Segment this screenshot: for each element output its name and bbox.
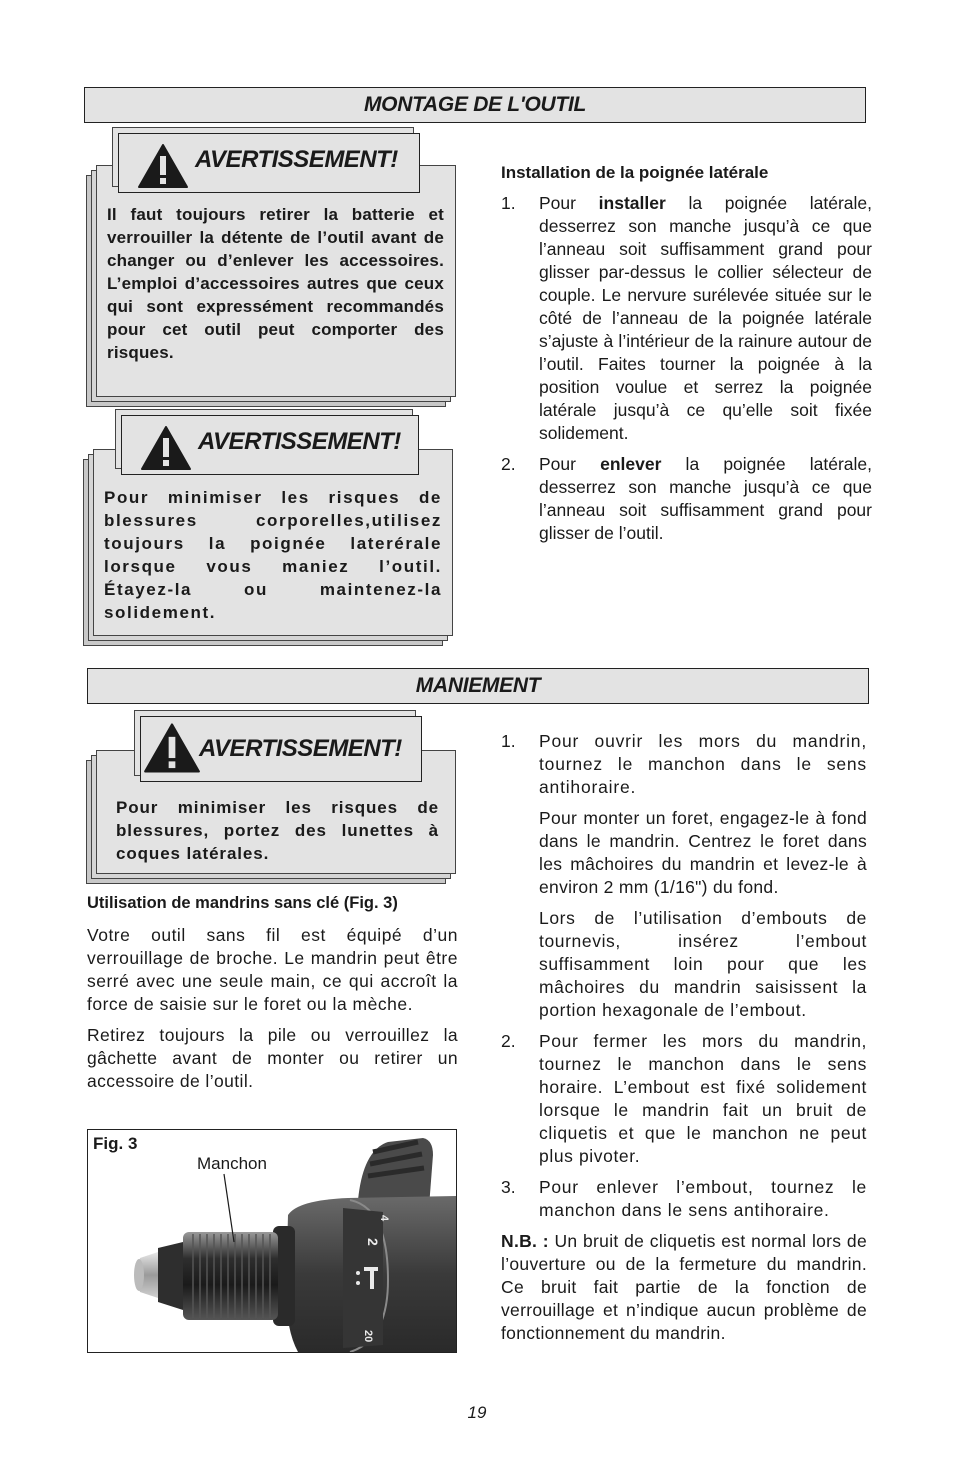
chuck-steps-list — [501, 730, 867, 1222]
list-item: 3. Pour enlever l’embout, tournez le manchon dans le sens antihoraire. — [501, 1177, 867, 1220]
warning-text: Pour minimiser les risques de blessures corporelles,utilisez toujours la poignée laterérale lorsque vous maniez l’outil. Étayez-la ou maintenez-la solidement. — [104, 488, 442, 622]
warning-header — [121, 415, 419, 475]
warning-box-side-handle — [83, 415, 455, 645]
install-steps-list — [501, 192, 872, 545]
warning-text: Il faut toujours retirer la batterie et verrouiller la détente de l’outil avant de changer ou d’enlever les accessoires. L’emploi d’accessoires autres que ceux qui sont expressément recommandés pour cet outil peut comporter des risques. — [107, 205, 444, 362]
warning-title: AVERTISSEMENT! — [195, 146, 398, 173]
chuck-steps-column — [501, 730, 867, 1353]
install-heading: Installation de la poignée latérale — [501, 163, 769, 182]
warning-triangle-icon — [143, 722, 201, 774]
list-item: 1. Pour installer la poignée latérale, desserrez son manche jusqu’à ce que l’anneau soit suffisamment grand pour glisser par-dessus le collier sélecteur de couple. Le nervure surélevée située sur le côté de l’anneau de la poignée latérale s’ajuste à l’intérieur de la rainure autour de l’outil. Faites tourner la poignée à la position voulue et serrez la poignée latérale jusqu’à ce qu’elle soit fixée solidement. — [501, 193, 873, 443]
warning-box-battery — [86, 133, 458, 409]
figure-label: Fig. 3 — [93, 1134, 138, 1153]
spindle-lock-paragraph: Votre outil sans fil est équipé d’un verrouillage de broche. Le mandrin peut être serré avec une seule main, ce qui accroît la force de saisie sur le foret ou la mèche. — [87, 925, 458, 1014]
list-item: 1. Pour ouvrir les mors du mandrin, tournez le manchon dans le sens antihoraire. Pour monter un foret, engagez-le à fond dans le mandrin. Centrez le foret dans les mâchoires du mandrin et levez-le à environ 2 mm (1/16") du fond. Lors de l’utilisation d’embouts de tournevis, insérez l’embout suffisamment loin pour que les mâchoires du mandrin saisissent la portion hexagonale de l’embout. — [501, 731, 867, 1020]
warning-text: Pour minimiser les risques de blessures, portez des lunettes à coques latérales. — [116, 798, 439, 863]
section-title-montage: MONTAGE DE L'OUTIL — [84, 87, 866, 123]
figure-callout-sleeve: Manchon — [197, 1154, 267, 1173]
clutch-dial-number: 2 — [365, 1238, 381, 1246]
list-item: 2. Pour enlever la poignée latérale, desserrez son manche jusqu’à ce que l’anneau soit suffisamment grand pour glisser de l’outil. — [501, 454, 872, 543]
clutch-dial-number: 20 — [362, 1330, 374, 1343]
warning-title: AVERTISSEMENT! — [199, 735, 402, 762]
battery-removal-paragraph: Retirez toujours la pile ou verrouillez la gâchette avant de monter ou retirer un accessoire de l’outil. — [87, 1025, 458, 1091]
section-title-maniement: MANIEMENT — [87, 668, 869, 704]
keyless-chuck-heading: Utilisation de mandrins sans clé (Fig. 3) — [87, 894, 398, 912]
figure-3-chuck-photo — [87, 1129, 457, 1353]
keyless-chuck-column — [87, 892, 458, 1101]
list-item: 2. Pour fermer les mors du mandrin, tournez le manchon dans le sens horaire. L’embout est fixé solidement lorsque le mandrin fait un bruit de cliquetis et que le manchon ne peut plus pivoter. — [501, 1031, 867, 1166]
page-number: 19 — [467, 1403, 487, 1422]
install-side-handle-column — [501, 161, 872, 553]
warning-triangle-icon — [140, 425, 192, 471]
drill-chuck-illustration — [88, 1130, 456, 1352]
warning-title: AVERTISSEMENT! — [198, 428, 401, 455]
warning-header — [118, 133, 420, 193]
warning-triangle-icon — [137, 143, 189, 189]
clutch-dial-number: 4 — [378, 1215, 390, 1222]
warning-box-eye-protection — [86, 716, 458, 886]
nb-note: N.B. : Un bruit de cliquetis est normal lors de l’ouverture ou de la fermeture du mandrin. Ce bruit fait partie de la fonction de verrouillage et n’indique aucun problème de fonctionnement du mandrin. — [501, 1231, 867, 1343]
warning-header — [140, 716, 422, 782]
